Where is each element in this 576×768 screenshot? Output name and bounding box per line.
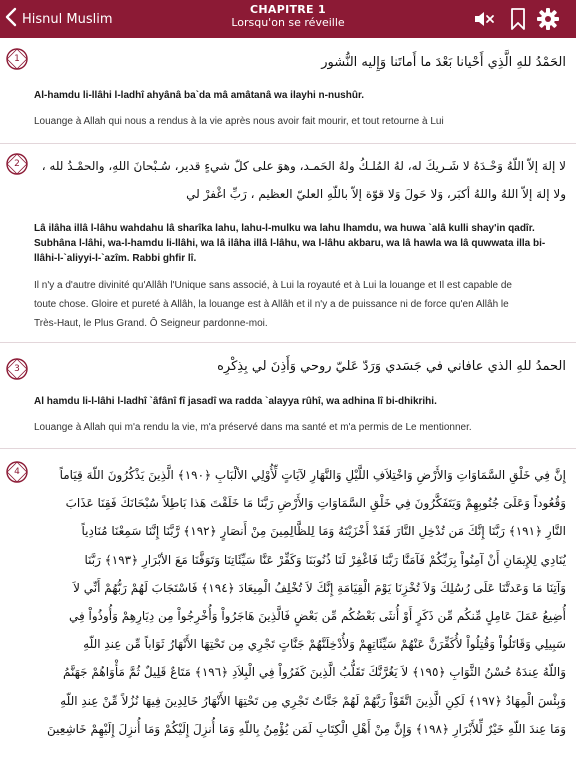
translit-line: Lâ ilâha illâ l-lâhu wahdahu lâ sharîka lahu, lahu-l-mulku wa lahu lhamdu, wa huwa `alâ kulli shay'in qadîr. [34,223,535,234]
arabic-line: النَّارِ ﴿١٩١﴾ رَبَّنَا إِنَّكَ مَن تُدْخِلِ النَّارَ فَقَدْ أَخْزَيْتَهُ وَمَا لِلظَّالِمِينَ مِنْ أَنصَارٍ ﴿١٩٢﴾ رَّبَّنَا إِنَّنَا سَمِعْنَا مُنَادِياً [81,524,566,539]
translit-line: llâhi-l-`aliyyi-l-`azîm. Rabbi ghfir lî. [34,253,197,264]
dua-number: 3 [14,364,20,374]
arabic-line: لا إلهَ إلاّ اللّهُ وَحْـدَهُ لا شَـريكَ له، لهُ المُلـكُ ولهُ الحَمـد، وهوَ على كلّ شيءٍ قدير، سُـبْحانَ اللهِ، والحمْـدُ لله ، [41,159,566,173]
translit-line: Al-hamdu li-llâhi l-ladhî ahyânâ ba`da mâ amâtanâ wa ilayhi n-nushûr. [34,90,365,101]
transliteration-text [34,394,566,410]
arabic-text [34,152,566,208]
arabic-line: إِنَّ فِي خَلْقِ السَّمَاوَاتِ وَالأَرْضِ وَاخْتِلاَفِ اللَّيْلِ وَالنَّهَارِ لآيَاتٍ لِّأُوْلِي الألْبَابِ ﴿١٩٠﴾ الَّذِينَ يَذْكُرُونَ اللّهَ قِيَاماً [59,468,566,482]
arabic-text [34,50,566,76]
arabic-line: ولا إلهَ إلاّ اللهُ واللهُ أكبَر، وَلا حَولَ وَلا قوّة إلاّ باللّهِ العليّ العظيم ، رَبِّ اغْفرْ لي [186,187,566,201]
translation-text [34,276,566,333]
french-line: toute chose. Gloire et pureté à Allâh, la louange est à Allâh et il n'y a de puissance ni de force qu'en Allâh le [34,299,509,310]
divider [0,448,576,449]
back-label: Hisnul Muslim [22,11,113,27]
dua-number-badge [5,357,29,381]
transliteration-text [34,221,566,266]
transliteration-text [34,88,566,104]
dua-number: 1 [14,54,20,64]
back-button[interactable] [4,8,113,30]
dua-number: 4 [14,467,20,477]
arabic-text [34,461,566,743]
gear-icon[interactable] [536,7,560,31]
chapter-label: CHAPITRE 1 [250,3,326,16]
french-line: Il n'y a d'autre divinité qu'Allâh l'Unique sans associé, à Lui la royauté et à Lui la louange et Il est capable de [34,280,512,291]
top-bar [0,0,576,38]
arabic-line: وَبِئْسَ الْمِهَادُ ﴿١٩٧﴾ لَكِنِ الَّذِينَ اتَّقَوْاْ رَبَّهُمْ لَهُمْ جَنَّاتٌ تَجْرِي مِن تَحْتِهَا الأَنْهَارُ خَالِدِينَ فِيهَا نُزُلاً مِّنْ عِندِ اللّهِ [60,693,566,708]
translation-text [34,114,566,130]
speaker-mute-icon[interactable] [472,7,496,31]
dua-number-badge [5,47,29,71]
bookmark-icon[interactable] [506,7,530,31]
translation-text [34,420,566,436]
chapter-subtitle: Lorsqu'on se réveille [231,16,345,29]
arabic-line: أُضِيعُ عَمَلَ عَامِلٍ مِّنكُم مِّن ذَكَرٍ أَوْ أُنثَى بَعْضُكُم مِّن بَعْضٍ فَالَّذِينَ هَاجَرُواْ وَأُخْرِجُواْ مِن دِيَارِهِمْ وَأُوذُواْ فِي [68,609,566,624]
arabic-line: وَاللّهُ عِندَهُ حُسْنُ الثَّوَابِ ﴿١٩٥﴾ لاَ يَغُرَّنَّكَ تَقَلُّبُ الَّذِينَ كَفَرُواْ فِي الْبِلاَدِ ﴿١٩٦﴾ مَتَاعٌ قَلِيلٌ ثُمَّ مَأْوَاهُمْ جَهَنَّمُ [63,665,566,680]
french-line: Louange à Allah qui m'a rendu la vie, m'a préservé dans ma santé et m'a permis de Le mentionner. [34,422,472,433]
arabic-line: وَقُعُوداً وَعَلَىَ جُنُوبِهِمْ وَيَتَفَكَّرُونَ فِي خَلْقِ السَّمَاوَاتِ وَالأَرْضِ رَبَّنَا مَا خَلَقْتَ هَذا بَاطِلاً سُبْحَانَكَ فَقِنَا عَذَابَ [65,496,566,511]
arabic-line: وَآتِنَا مَا وَعَدتَّنَا عَلَى رُسُلِكَ وَلاَ تُخْزِنَا يَوْمَ الْقِيَامَةِ إِنَّكَ لاَ تُخْلِفُ الْمِيعَادَ ﴿١٩٤﴾ فَاسْتَجَابَ لَهُمْ رَبُّهُمْ أَنِّي لاَ [73,580,566,595]
arabic-line: وَمَا عِندَ اللّهِ خَيْرٌ لِّلأَبْرَارِ ﴿١٩٨﴾ وَإِنَّ مِنْ أَهْلِ الْكِتَابِ لَمَن يُؤْمِنُ بِاللّهِ وَمَا أُنزِلَ إِلَيْكُمْ وَمَا أُنزِلَ إِلَيْهِمْ خَاشِعِينَ [47,721,566,736]
arabic-line: الحمدُ للهِ الذي عافاني في جَسَدي وَرَدّ عَليّ روحي وَأَذِنَ لي بِذِكْرِه [217,359,566,374]
divider [0,143,576,144]
translit-line: Subhâna l-lâhi, wa-l-hamdu li-llâhi, wa lâ ilâha illâ l-lâhu, wa l-lâhu akbaru, wa lâ hawla wa lâ quwwata illa bi- [34,238,546,249]
chevron-left-icon [4,7,18,31]
header-titles [150,3,426,30]
dua-number-badge [5,152,29,176]
dua-number: 2 [14,159,20,169]
dua-number-badge [5,460,29,484]
arabic-line: يُنَادِي لِلإِيمَانِ أَنْ آمِنُواْ بِرَبِّكُمْ فَآمَنَّا رَبَّنَا فَاغْفِرْ لَنَا ذُنُوبَنَا وَكَفِّرْ عَنَّا سَيِّئَاتِنَا وَتَوَفَّنَا مَعَ الأبْرَارِ ﴿١٩٣﴾ رَبَّنَا [84,552,566,567]
dua-list [0,38,576,768]
arabic-line: سَبِيلِي وَقَاتَلُواْ وَقُتِلُواْ لأُكَفِّرَنَّ عَنْهُمْ سَيِّئَاتِهِمْ وَلأُدْخِلَنَّهُمْ جَنَّاتٍ تَجْرِي مِن تَحْتِهَا الأَنْهَارُ ثَوَاباً مِّن عِندِ اللّهِ [83,637,566,652]
translit-line: Al hamdu li-l-lâhi l-ladhî `âfânî fî jasadî wa radda `alayya rûhî, wa adhina lî bi-dhikrihi. [34,396,437,407]
french-line: Très-Haut, le Plus Grand. Ô Seigneur pardonne-moi. [34,318,268,329]
arabic-line: الحَمْدُ للهِ الَّذِي أَحْيانا بَعْدَ ما أَماتَنا وَإِليه النُّشور [321,55,566,70]
arabic-text [34,354,566,380]
divider [0,342,576,343]
french-line: Louange à Allah qui nous a rendus à la vie après nous avoir fait mourir, et tout retourne à Lui [34,116,444,127]
